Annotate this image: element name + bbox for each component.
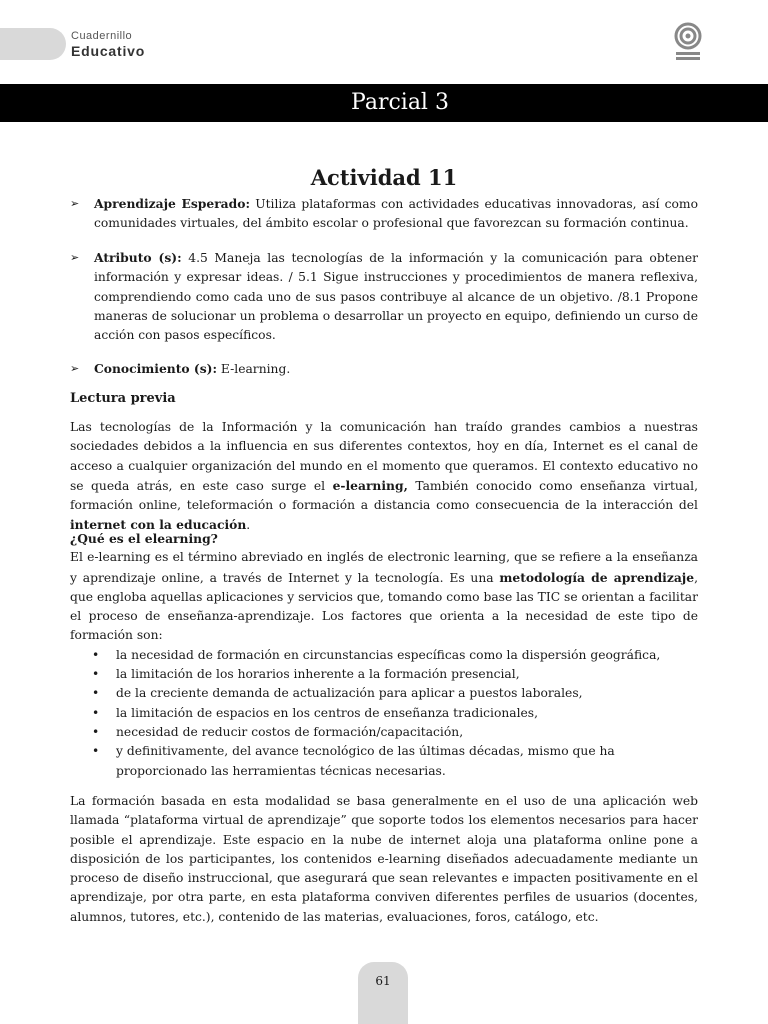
arrow-bullet-icon: ➢ [70,362,80,375]
list-item [70,665,698,684]
list-item [70,646,698,665]
item-text: Utiliza plataformas con actividades educativas innovadoras, así como comunidades virtuales, del ámbito escolar o profesional que favorezcan su formación continua. [94,197,698,231]
text-run: , que engloba aquellas aplicaciones y servicios que, tomando como base las TIC se orientan a facilitar el proceso de enseñanza-aprendizaje. Los factores que orienta a la necesidad de este tipo de formación son: [70,570,698,643]
list-item-text: la limitación de espacios en los centros de enseñanza tradicionales, [116,705,539,720]
text-run-bold: e-learning, [332,477,408,493]
text-run-bold: internet con la educación [70,517,247,533]
elearning-section [70,529,698,781]
page-number-tab [358,962,408,1024]
item-label: Aprendizaje Esperado: [94,196,250,211]
list-item-text: necesidad de reducir costos de formación/capacitación, [116,724,464,739]
text-run: También conocido como enseñanza virtual, formación online, teleformación o formación a distancia como consecuencia de la interacción del [70,478,698,513]
brand-small: Cuadernillo [71,30,133,42]
text-run: El e-learning es el término abreviado en inglés de electronic learning, que se refiere a la enseñanza y aprendizaje online, a través de Internet y la tecnología. Es una [70,550,698,585]
closing-paragraph [70,792,698,927]
page-number: 61 [375,974,391,988]
bullet-dot-icon: • [92,724,100,739]
elearning-heading: ¿Qué es el elearning? [70,531,218,546]
item-text: E-learning. [217,362,291,376]
bullet-dot-icon: • [92,744,100,759]
list-item [70,684,698,703]
list-item [70,359,698,379]
text-run: . [246,518,251,533]
lectura-heading: Lectura previa [70,391,176,406]
arrow-bullet-icon: ➢ [70,197,80,210]
arrow-bullet-icon: ➢ [70,251,80,264]
item-text: 4.5 Maneja las tecnologías de la información y la comunicación para obtener información y expresar ideas. / 5.1 Sigue instrucciones y procedimientos de manera reflexiva, comprendiendo como cada uno de sus pasos contribuye al alcance de un objetivo. /8.1 Propone maneras de solucionar un problema o desarrollar un proyecto en equipo, definiendo un curso de acción con pasos específicos. [94,251,698,343]
list-item [70,248,698,345]
list-item-text: de la creciente demanda de actualización para aplicar a puestos laborales, [116,686,583,701]
list-item [70,704,698,723]
text-run: Las tecnologías de la Información y la comunicación han traído grandes cambios a nuestras sociedades debidos a la influencia en sus diferentes contextos, hoy en día, Internet es el canal de acceso a cualquier organización del mundo en el momento que queramos. El contexto educativo no se queda atrás, en este caso surge el [70,420,698,493]
list-item-text: la limitación de los horarios inherente a la formación presencial, [116,667,520,682]
section-bar [0,84,768,122]
text-run-bold: metodología de aprendizaje [499,569,695,585]
list-item-text: y definitivamente, del avance tecnológico de las últimas décadas, mismo que ha proporcionado las herramientas técnicas necesarias. [116,744,615,778]
lectura-paragraph [70,418,698,536]
list-item [70,742,698,781]
list-item-text: la necesidad de formación en circunstancias específicas como la dispersión geográfica, [116,647,661,662]
closing-text: La formación basada en esta modalidad se basa generalmente en el uso de una aplicación web llamada “plataforma virtual de aprendizaje” que soporte todos los elementos necesarios para hacer posible el aprendizaje. Este espacio en la nube de internet aloja una plataforma online pone a disposición de los participantes, los contenidos e-learning diseñados adecuadamente mediante un proceso de diseño instruccional, que asegurará que sean relevantes e impacten positivamente en el aprendizaje, por otra parte, en esta plataforma conviven diferentes perfiles de usuarios (docentes, alumnos, tutores, etc.), contenido de las materias, evaluaciones, foros, catálogo, etc. [70,794,698,924]
list-item [70,194,698,234]
brand-big: Educativo [71,43,146,59]
list-item [70,723,698,742]
bullet-dot-icon: • [92,686,100,701]
item-label: Conocimiento (s): [94,361,217,376]
activity-title: Actividad 11 [310,165,458,190]
spiral-logo-icon [673,22,703,64]
bullet-dot-icon: • [92,705,100,720]
bullet-dot-icon: • [92,647,100,662]
section-title: Parcial 3 [351,90,449,115]
header-tab [0,28,66,60]
lectura-heading-block [70,389,698,408]
brand-wordmark [71,30,145,59]
bullet-dot-icon: • [92,667,100,682]
item-label: Atributo (s): [94,250,182,265]
factors-list [70,646,698,781]
